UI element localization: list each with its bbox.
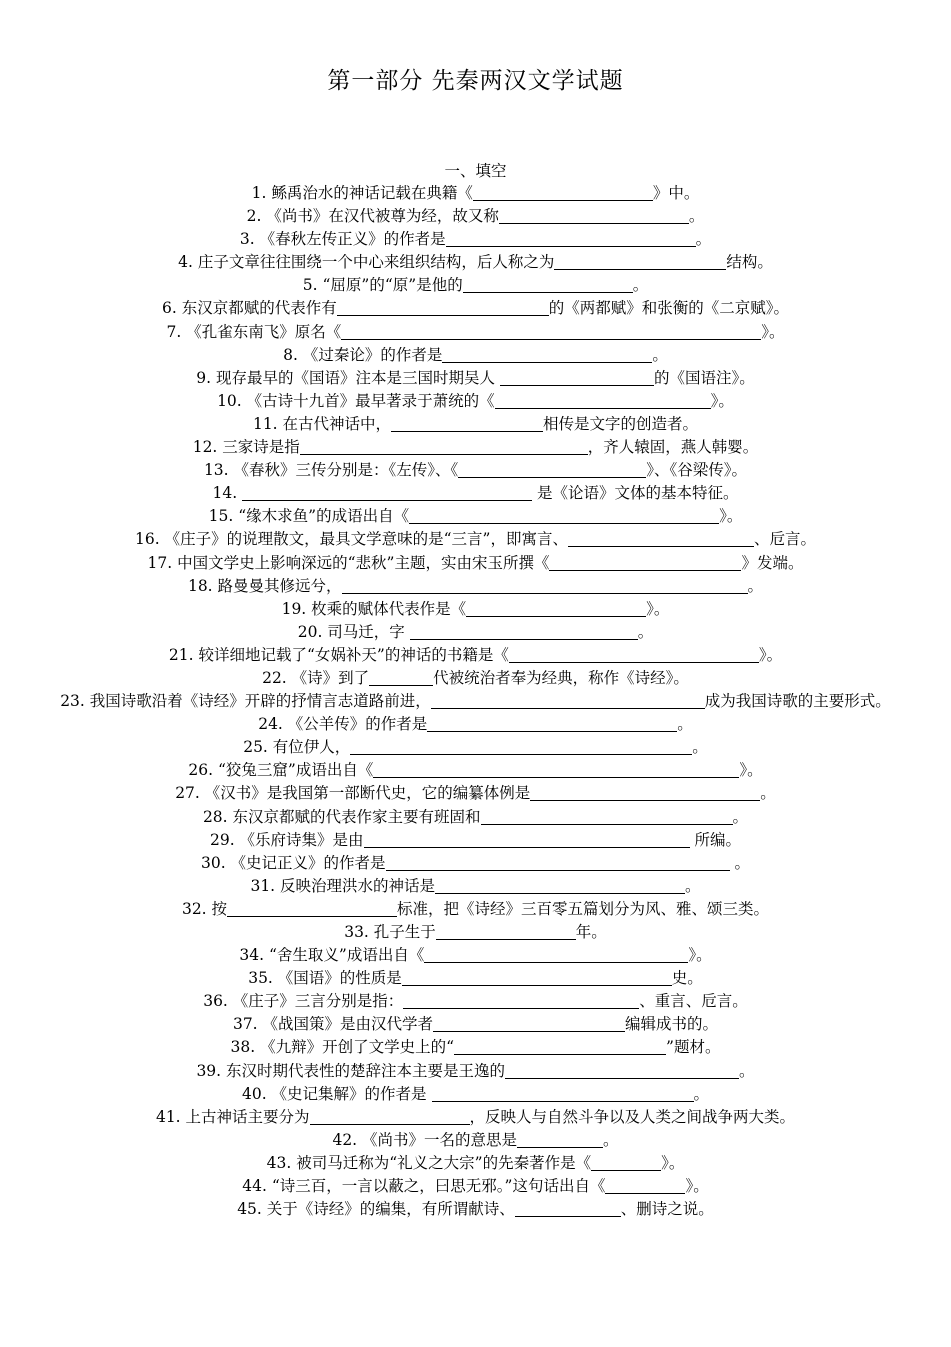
question-item: [0, 1198, 951, 1221]
answer-blank[interactable]: [369, 669, 433, 686]
question-item: [0, 1175, 951, 1198]
question-list: [0, 182, 951, 1221]
question-text: 6. 东汉京都赋的代表作有: [162, 299, 337, 318]
question-text: 。: [677, 715, 693, 734]
question-item: [0, 367, 951, 390]
question-text: 9. 现存最早的《国语》注本是三国时期吴人: [196, 368, 500, 387]
question-text: 编辑成书的。: [625, 1015, 719, 1034]
answer-blank[interactable]: [517, 1131, 603, 1148]
question-item: [0, 205, 951, 228]
question-text: 19. 枚乘的赋体代表作是《: [281, 599, 467, 618]
answer-blank[interactable]: [435, 877, 685, 894]
question-item: [0, 528, 951, 551]
question-item: [0, 736, 951, 759]
question-item: [0, 875, 951, 898]
question-text: 》。: [688, 946, 712, 965]
answer-blank[interactable]: [337, 299, 549, 316]
answer-blank[interactable]: [410, 623, 638, 640]
answer-blank[interactable]: [530, 784, 760, 801]
question-text: 36. 《庄子》三言分别是指：: [203, 992, 404, 1011]
question-text: 。: [747, 576, 764, 595]
question-item: [0, 713, 951, 736]
question-text: 。: [603, 1130, 619, 1149]
question-text: 20. 司马迁，字: [297, 622, 410, 641]
question-item: [0, 806, 951, 829]
answer-blank[interactable]: [431, 692, 705, 709]
question-text: 3. 《春秋左传正义》的作者是: [239, 230, 446, 249]
answer-blank[interactable]: [446, 230, 696, 247]
question-text: 28. 东汉京都赋的代表作家主要有班固和: [202, 807, 481, 826]
question-item: [0, 251, 951, 274]
question-text: 。: [739, 1061, 755, 1080]
question-text: 30. 《史记正义》的作者是: [200, 853, 386, 872]
question-item: [0, 482, 951, 505]
question-text: 结构。: [726, 253, 773, 272]
question-text: 的《国语注》。: [653, 368, 755, 387]
question-text: 》。: [661, 1153, 685, 1172]
question-text: ”题材。: [666, 1038, 721, 1057]
answer-blank[interactable]: [463, 276, 633, 293]
question-item: [0, 575, 951, 598]
question-item: [0, 621, 951, 644]
answer-blank[interactable]: [466, 600, 646, 617]
question-item: [0, 644, 951, 667]
question-item: [0, 274, 951, 297]
question-text: 。: [760, 784, 776, 803]
question-text: 8. 《过秦论》的作者是: [283, 345, 443, 364]
question-text: 》。: [719, 507, 743, 526]
answer-blank[interactable]: [454, 1038, 666, 1055]
question-text: 31. 反映治理洪水的神话是: [250, 876, 436, 895]
question-text: 21. 较详细地记载了“女娲补天”的神话的书籍是《: [168, 645, 509, 664]
question-item: [0, 1129, 951, 1152]
question-text: 》。: [685, 1177, 709, 1196]
answer-blank[interactable]: [481, 808, 733, 825]
question-text: 14.: [212, 484, 243, 503]
answer-blank[interactable]: [350, 738, 692, 755]
question-text: 。: [692, 738, 708, 757]
question-text: 22. 《诗》到了: [262, 668, 370, 687]
question-text: 2. 《尚书》在汉代被尊为经，故又称: [246, 207, 499, 226]
question-item: [0, 297, 951, 320]
question-text: 41. 上古神话主要分为: [155, 1107, 310, 1126]
question-text: 》发端。: [741, 553, 804, 572]
question-item: [0, 1106, 951, 1129]
question-item: [0, 390, 951, 413]
question-text: 、删诗之说。: [620, 1200, 714, 1219]
answer-blank[interactable]: [436, 923, 576, 940]
answer-blank[interactable]: [386, 854, 730, 871]
question-text: 。: [688, 207, 705, 226]
question-item: [0, 921, 951, 944]
question-text: 29. 《乐府诗集》是由: [209, 830, 364, 849]
question-text: 44. “诗三百，一言以蔽之，曰思无邪。”这句话出自《: [242, 1177, 606, 1196]
question-text: 25. 有位伊人，: [243, 738, 351, 757]
answer-blank[interactable]: [591, 1154, 661, 1171]
answer-blank[interactable]: [402, 969, 672, 986]
question-text: 13. 《春秋》三传分别是：《左传》、《: [203, 461, 459, 480]
section-heading: 一、填空: [444, 162, 507, 180]
question-text: 43. 被司马迁称为“礼义之大宗”的先秦著作是《: [266, 1153, 592, 1172]
question-text: 相传是文字的创造者。: [543, 414, 699, 433]
question-item: [0, 1152, 951, 1175]
question-item: [0, 505, 951, 528]
question-text: 4. 庄子文章往往围绕一个中心来组织结构，后人称之为: [178, 253, 555, 272]
question-item: [0, 852, 951, 875]
question-text: 32. 按: [181, 899, 228, 918]
answer-blank[interactable]: [442, 346, 652, 363]
question-text: 26. “狡兔三窟”成语出自《: [188, 761, 374, 780]
answer-blank[interactable]: [342, 577, 748, 594]
question-text: 39. 东汉时期代表性的楚辞注本主要是王逸的: [196, 1061, 506, 1080]
question-text: 。: [685, 876, 701, 895]
answer-blank[interactable]: [495, 392, 711, 409]
answer-blank[interactable]: [433, 1015, 625, 1032]
question-item: [0, 690, 951, 713]
answer-blank[interactable]: [473, 184, 653, 201]
answer-blank[interactable]: [310, 1108, 470, 1125]
question-text: 》。: [739, 761, 763, 780]
question-text: 16. 《庄子》的说理散文，最具文学意味的是“三言”，即寓言、: [135, 530, 568, 549]
answer-blank[interactable]: [403, 992, 639, 1009]
question-text: 11. 在古代神话中，: [252, 414, 392, 433]
question-text: 、重言、卮言。: [639, 992, 748, 1011]
question-item: [0, 829, 951, 852]
question-text: 》。: [710, 391, 734, 410]
question-item: [0, 667, 951, 690]
question-item: [0, 413, 951, 436]
answer-blank[interactable]: [500, 369, 654, 386]
answer-blank[interactable]: [373, 761, 739, 778]
question-item: [0, 1083, 951, 1106]
answer-blank[interactable]: [554, 253, 726, 270]
answer-blank[interactable]: [605, 1177, 685, 1194]
answer-blank[interactable]: [549, 554, 741, 571]
question-text: 15. “缘木求鱼”的成语出自《: [208, 507, 410, 526]
answer-blank[interactable]: [424, 946, 688, 963]
question-text: 。: [652, 345, 668, 364]
question-text: 是《论语》文体的基本特征。: [532, 484, 739, 503]
question-text: 12. 三家诗是指: [192, 438, 300, 457]
question-text: 的《两都赋》和张衡的《二京赋》。: [548, 299, 789, 318]
question-text: 所编。: [689, 830, 741, 849]
question-text: 10. 《古诗十九首》最早著录于萧统的《: [217, 391, 495, 410]
question-text: 》中。: [652, 184, 700, 202]
question-text: 、卮言。: [753, 530, 816, 549]
question-item: [0, 967, 951, 990]
question-text: 》。: [758, 645, 783, 664]
answer-blank[interactable]: [509, 646, 759, 663]
question-text: 38. 《九辩》开创了文学史上的“: [230, 1038, 455, 1057]
question-text: ，齐人辕固，燕人韩婴。: [587, 438, 759, 457]
question-text: 。: [695, 230, 712, 249]
question-item: [0, 990, 951, 1013]
question-text: ，反映人与自然斗争以及人类之间战争两大类。: [469, 1107, 796, 1126]
question-text: 。: [637, 622, 654, 641]
question-item: [0, 436, 951, 459]
question-text: 。: [729, 853, 750, 872]
answer-blank[interactable]: [242, 484, 532, 501]
answer-blank[interactable]: [568, 530, 754, 547]
answer-blank[interactable]: [505, 1062, 739, 1079]
question-text: 35. 《国语》的性质是: [248, 969, 402, 988]
question-text: 1. 鲧禹治水的神话记载在典籍《: [251, 184, 473, 202]
answer-blank[interactable]: [391, 415, 543, 432]
answer-blank[interactable]: [458, 461, 646, 478]
answer-blank[interactable]: [364, 831, 690, 848]
question-text: 37. 《战国策》是由汉代学者: [232, 1015, 434, 1034]
question-text: 标准，把《诗经》三百零五篇划分为风、雅、颂三类。: [397, 899, 770, 918]
answer-blank[interactable]: [427, 715, 677, 732]
answer-blank[interactable]: [499, 207, 689, 224]
question-item: [0, 552, 951, 575]
answer-blank[interactable]: [432, 1085, 694, 1102]
question-text: 24. 《公羊传》的作者是: [258, 715, 428, 734]
answer-blank[interactable]: [341, 323, 761, 340]
question-item: [0, 459, 951, 482]
answer-blank[interactable]: [227, 900, 397, 917]
question-item: [0, 898, 951, 921]
question-item: [0, 782, 951, 805]
question-text: 17. 中国文学史上影响深远的“悲秋”主题，实由宋玉所撰《: [147, 553, 550, 572]
question-text: 7. 《孔雀东南飞》原名《: [166, 322, 342, 341]
question-text: 》。: [761, 322, 785, 341]
question-text: 代被统治者奉为经典，称作《诗经》。: [433, 668, 689, 687]
question-text: 。: [632, 276, 649, 295]
question-text: 40. 《史记集解》的作者是: [241, 1084, 432, 1103]
question-text: 33. 孔子生于: [344, 923, 436, 941]
question-text: 42. 《尚书》一名的意思是: [332, 1130, 518, 1149]
question-text: 5. “屈原”的“原”是他的: [302, 276, 463, 295]
question-item: [0, 598, 951, 621]
question-item: [0, 344, 951, 367]
question-text: 年。: [575, 923, 607, 941]
question-text: 18. 路曼曼其修远兮，: [187, 576, 342, 595]
question-item: [0, 759, 951, 782]
question-text: 34. “舍生取义”成语出自《: [239, 946, 425, 965]
answer-blank[interactable]: [409, 507, 719, 524]
question-item: [0, 182, 951, 205]
question-text: 》、《谷梁传》。: [646, 461, 748, 480]
question-text: 》。: [646, 599, 670, 618]
page-title: 第一部分 先秦两汉文学试题: [327, 68, 624, 94]
answer-blank[interactable]: [515, 1200, 621, 1217]
question-text: 27. 《汉书》是我国第一部断代史，它的编纂体例是: [175, 784, 531, 803]
question-text: 。: [732, 807, 749, 826]
question-text: 23. 我国诗歌沿着《诗经》开辟的抒情言志道路前进，: [60, 692, 431, 711]
question-text: 45. 关于《诗经》的编集，有所谓献诗、: [237, 1200, 515, 1219]
question-item: [0, 321, 951, 344]
question-text: 史。: [671, 969, 703, 988]
question-item: [0, 1036, 951, 1059]
question-text: 成为我国诗歌的主要形式。: [704, 692, 891, 711]
question-item: [0, 228, 951, 251]
question-item: [0, 1060, 951, 1083]
question-text: 。: [693, 1084, 710, 1103]
answer-blank[interactable]: [300, 438, 588, 455]
question-item: [0, 944, 951, 967]
question-item: [0, 1013, 951, 1036]
